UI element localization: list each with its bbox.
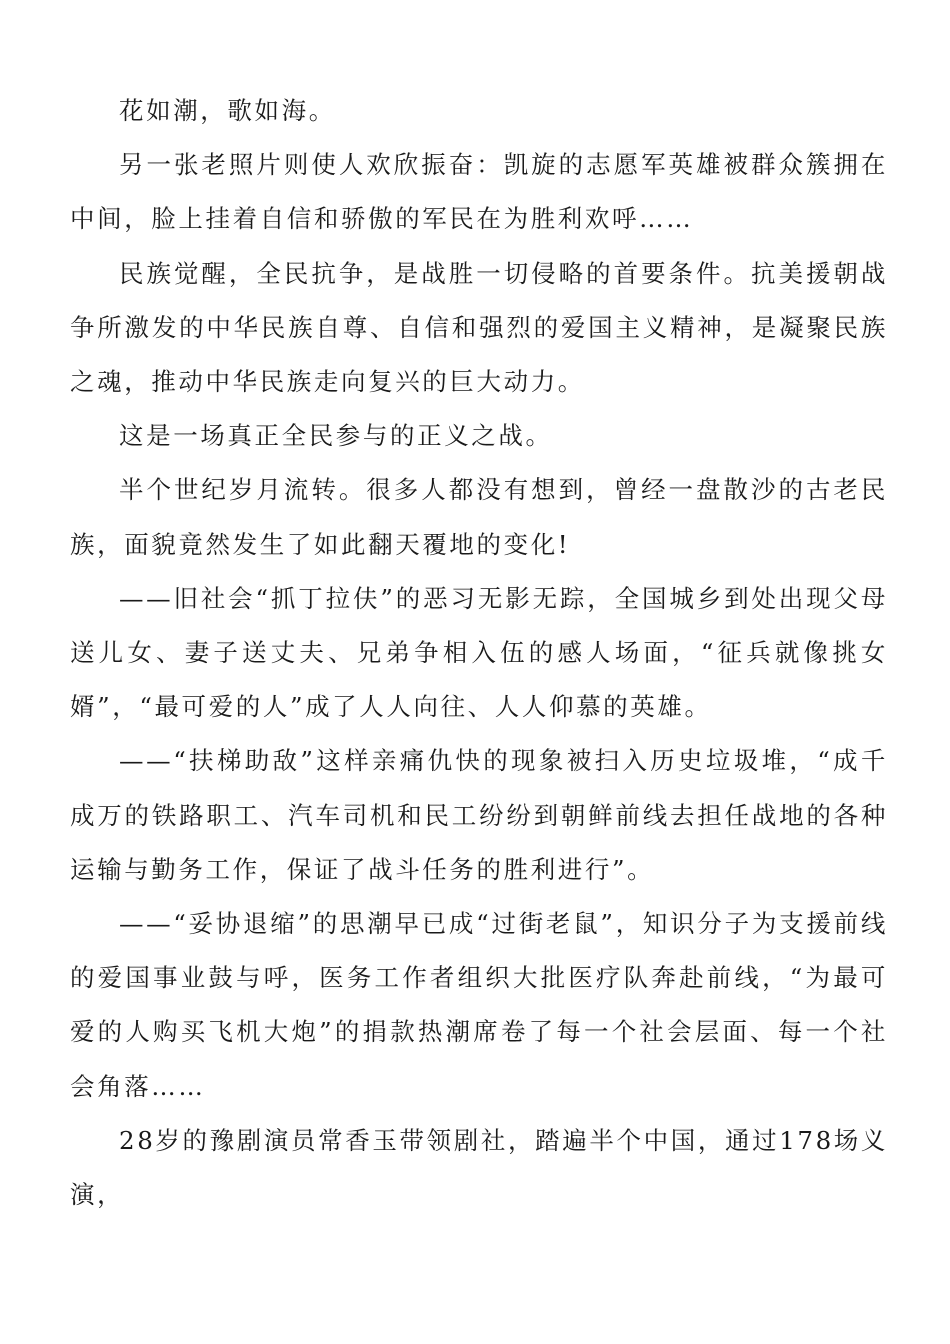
paragraph: 这是一场真正全民参与的正义之战。 — [119, 421, 553, 451]
paragraph: 28岁的豫剧演员常香玉带领剧社，踏遍半个中国，通过178场义演， — [70, 1125, 888, 1210]
paragraph: ——“扶梯助敌”这样亲痛仇快的现象被扫入历史垃圾堆，“成千成万的铁路职工、汽车司机和民工纷纷到朝鲜前线去担任战地的各种运输与勤务工作，保证了战斗任务的胜利进行”。 — [70, 746, 888, 884]
document-body — [70, 84, 888, 1222]
paragraph: 民族觉醒，全民抗争，是战胜一切侵略的首要条件。抗美援朝战争所激发的中华民族自尊、自信和强烈的爱国主义精神，是凝聚民族之魂，推动中华民族走向复兴的巨大动力。 — [70, 258, 888, 397]
paragraph: 另一张老照片则使人欢欣振奋：凯旋的志愿军英雄被群众簇拥在中间，脸上挂着自信和骄傲的军民在为胜利欢呼…… — [70, 150, 888, 234]
paragraph: 半个世纪岁月流转。很多人都没有想到，曾经一盘散沙的古老民族，面貌竟然发生了如此翻天覆地的变化! — [70, 475, 888, 559]
paragraph: 花如潮，歌如海。 — [119, 96, 336, 125]
paragraph: ——“妥协退缩”的思潮早已成“过街老鼠”，知识分子为支援前线的爱国事业鼓与呼，医务工作者组织大批医疗队奔赴前线，“为最可爱的人购买飞机大炮”的捐款热潮席卷了每一个社会层面、每一个社会角落…… — [70, 909, 888, 1101]
paragraph: ——旧社会“抓丁拉伕”的恶习无影无踪，全国城乡到处出现父母送儿女、妻子送丈夫、兄弟争相入伍的感人场面，“征兵就像挑女婿”，“最可爱的人”成了人人向往、人人仰慕的英雄。 — [70, 583, 888, 722]
